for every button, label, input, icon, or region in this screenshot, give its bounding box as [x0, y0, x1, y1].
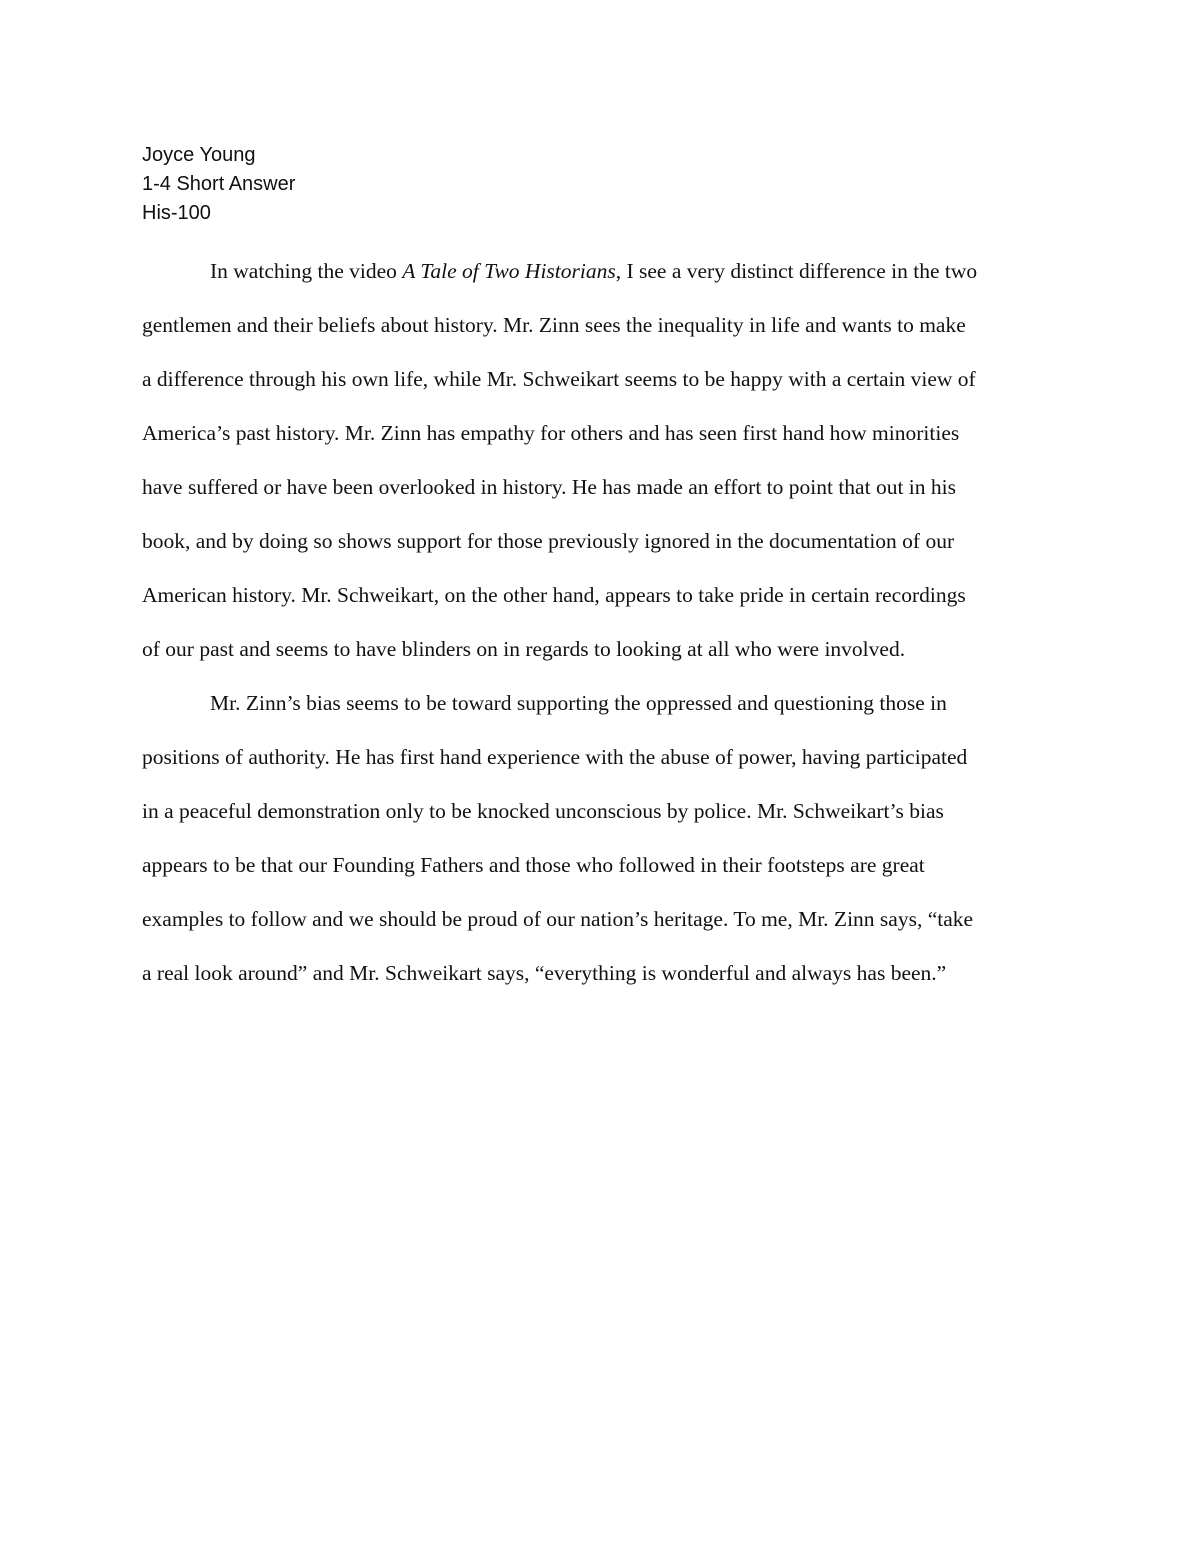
paragraph-line: Mr. Zinn’s bias seems to be toward supporting the oppressed and questioning those in [210, 691, 947, 715]
paragraph-line: have suffered or have been overlooked in history. He has made an effort to point that out in his [142, 475, 956, 499]
paragraph-1 [142, 248, 1058, 680]
paragraph-line: a difference through his own life, while Mr. Schweikart seems to be happy with a certain view of [142, 367, 976, 391]
text-run: In watching the video [210, 259, 403, 283]
paragraph-line: in a peaceful demonstration only to be knocked unconscious by police. Mr. Schweikart’s bias [142, 799, 944, 823]
paragraph-line: America’s past history. Mr. Zinn has empathy for others and has seen first hand how minorities [142, 421, 960, 445]
course-code: His-100 [142, 202, 211, 224]
paragraph-line: of our past and seems to have blinders on in regards to looking at all who were involved. [142, 637, 906, 661]
paragraph-line: a real look around” and Mr. Schweikart says, “everything is wonderful and always has been.” [142, 961, 947, 985]
essay-body [142, 248, 1058, 1004]
assignment-title: 1-4 Short Answer [142, 173, 296, 195]
document-header [142, 141, 642, 228]
paragraph-line: book, and by doing so shows support for those previously ignored in the documentation of our [142, 529, 955, 553]
paragraph-2 [142, 680, 1058, 1004]
paragraph-line: appears to be that our Founding Fathers and those who followed in their footsteps are great [142, 853, 925, 877]
video-title: A Tale of Two Historians [402, 259, 616, 283]
paragraph-line: positions of authority. He has first hand experience with the abuse of power, having participated [142, 745, 968, 769]
text-run: , I see a very distinct difference in the two [615, 259, 978, 283]
paragraph-line: gentlemen and their beliefs about history. Mr. Zinn sees the inequality in life and wants to make [142, 313, 966, 337]
paragraph-line: examples to follow and we should be proud of our nation’s heritage. To me, Mr. Zinn says, “take [142, 907, 974, 931]
paragraph-line [142, 248, 1058, 302]
paragraph-line: American history. Mr. Schweikart, on the other hand, appears to take pride in certain recordings [142, 583, 966, 607]
author-name: Joyce Young [142, 144, 256, 166]
